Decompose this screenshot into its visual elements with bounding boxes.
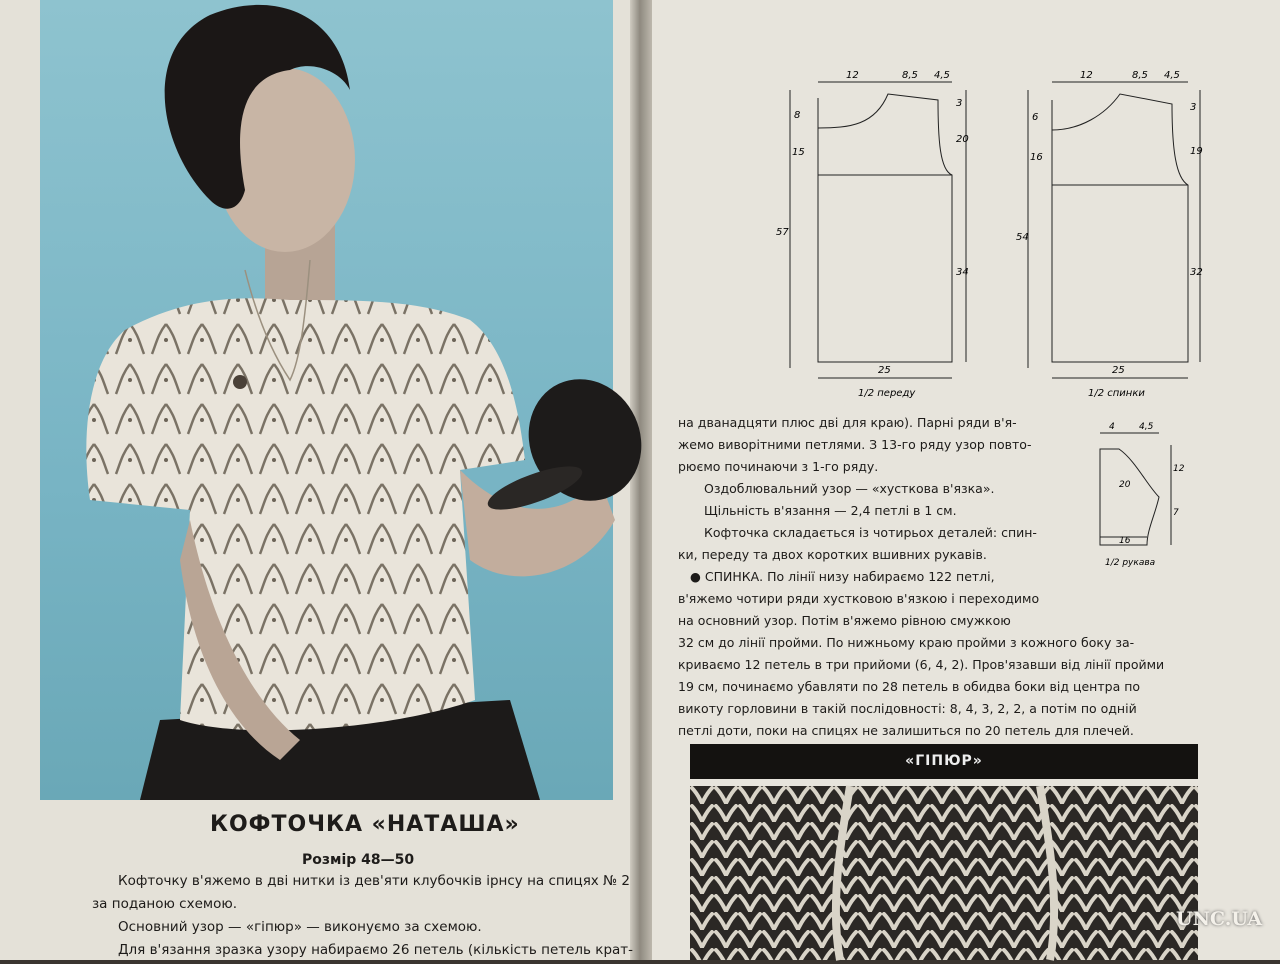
model-photo <box>40 0 613 800</box>
dim-right-shoulder: 3 <box>1190 102 1197 113</box>
book-gutter <box>630 0 652 960</box>
sleeve-dim-right-b: 7 <box>1173 508 1179 518</box>
body-paragraph: Для в'язання зразка узору набираємо 26 петель (кількість петель крат- <box>118 942 634 958</box>
dim-left-neck: 6 <box>1032 112 1039 123</box>
knit-sample-photo <box>690 786 1198 960</box>
dim-right-body: 32 <box>1190 267 1203 278</box>
dim-bottom: 25 <box>1112 365 1125 376</box>
body-line: на дванадцяти плюс дві для краю). Парні ряди в'я- <box>678 415 1017 430</box>
body-line: на основний узор. Потім в'яжемо рівною смужкою <box>678 613 1011 628</box>
dim-top-b: 8,5 <box>902 70 918 81</box>
body-line: в'яжемо чотири ряди хустковою в'язкою і переходимо <box>678 591 1040 606</box>
dim-top-a: 12 <box>1080 70 1093 81</box>
body-paragraph: Кофточку в'яжемо в дві нитки із дев'яти клубочків ірнсу на спицях № 2 <box>118 873 631 889</box>
sleeve-dim-top-a: 4 <box>1109 422 1115 432</box>
back-pattern-diagram <box>1016 70 1220 400</box>
body-line: Щільність в'язання — 2,4 петлі в 1 см. <box>704 503 957 518</box>
dim-right-armhole: 20 <box>956 134 969 145</box>
dim-right-armhole: 19 <box>1190 146 1203 157</box>
dim-top-b: 8,5 <box>1132 70 1148 81</box>
body-paragraph: за поданою схемою. <box>92 896 237 912</box>
body-paragraph: Основний узор — «гіпюр» — виконуємо за схемою. <box>118 919 482 935</box>
body-line: Кофточка складається із чотирьох деталей: спин- <box>704 525 1037 540</box>
guipure-banner: «ГІПЮР» <box>690 744 1198 779</box>
section-back-heading: ● СПИНКА. По лінії низу набираємо 122 петлі, <box>690 569 995 584</box>
sleeve-pattern-diagram <box>1085 415 1185 570</box>
dim-left-armhole: 15 <box>792 147 805 158</box>
body-line: 32 см до лінії пройми. По нижньому краю пройми з кожного боку за- <box>678 635 1135 650</box>
dim-right-shoulder: 3 <box>956 98 963 109</box>
sleeve-dim-top-b: 4,5 <box>1139 422 1154 432</box>
front-diagram-label: 1/2 переду <box>858 388 916 399</box>
body-line: 19 см, починаємо убавляти по 28 петель в обидва боки від центра по <box>678 679 1141 694</box>
dim-left-neck: 8 <box>794 110 801 121</box>
sleeve-dim-diag: 20 <box>1119 480 1131 490</box>
body-line: жемо виворітними петлями. З 13-го ряду узор повто- <box>678 437 1032 452</box>
sleeve-dim-right-a: 12 <box>1173 464 1185 474</box>
dim-bottom: 25 <box>878 365 891 376</box>
sleeve-diagram-label: 1/2 рукава <box>1105 558 1156 568</box>
dim-top-a: 12 <box>846 70 859 81</box>
body-line: петлі доти, поки на спицях не залишиться по 20 петель для плечей. <box>678 723 1134 738</box>
knit-texture <box>690 786 1198 960</box>
front-pattern-diagram <box>776 70 980 400</box>
body-line: криваємо 12 петель в три прийоми (6, 4, 2). Прoв'язавши від лінії пройми <box>678 657 1165 672</box>
dim-left-total: 57 <box>776 227 789 238</box>
body-line: рюємо починаючи з 1-го ряду. <box>678 459 879 474</box>
model-illustration <box>40 0 613 800</box>
size-label: Розмір 48—50 <box>302 852 415 868</box>
body-line: Оздоблювальний узор — «хусткова в'язка». <box>704 481 995 496</box>
body-line: ки, переду та двох коротких вшивних рукавів. <box>678 547 987 562</box>
back-diagram-label: 1/2 спинки <box>1088 388 1145 399</box>
dim-left-total: 54 <box>1016 232 1029 243</box>
body-line: викоту горловини в такій послідовності: 8, 4, 3, 2, 2, а потім по одній <box>678 701 1137 716</box>
dim-left-armhole: 16 <box>1030 152 1043 163</box>
watermark: UNC.UA <box>1176 908 1263 930</box>
dim-top-c: 4,5 <box>1164 70 1180 81</box>
pattern-title: КОФТОЧКА «НАТАША» <box>210 812 520 837</box>
sleeve-dim-bottom: 16 <box>1119 536 1131 546</box>
dim-top-c: 4,5 <box>934 70 950 81</box>
dim-right-body: 34 <box>956 267 969 278</box>
